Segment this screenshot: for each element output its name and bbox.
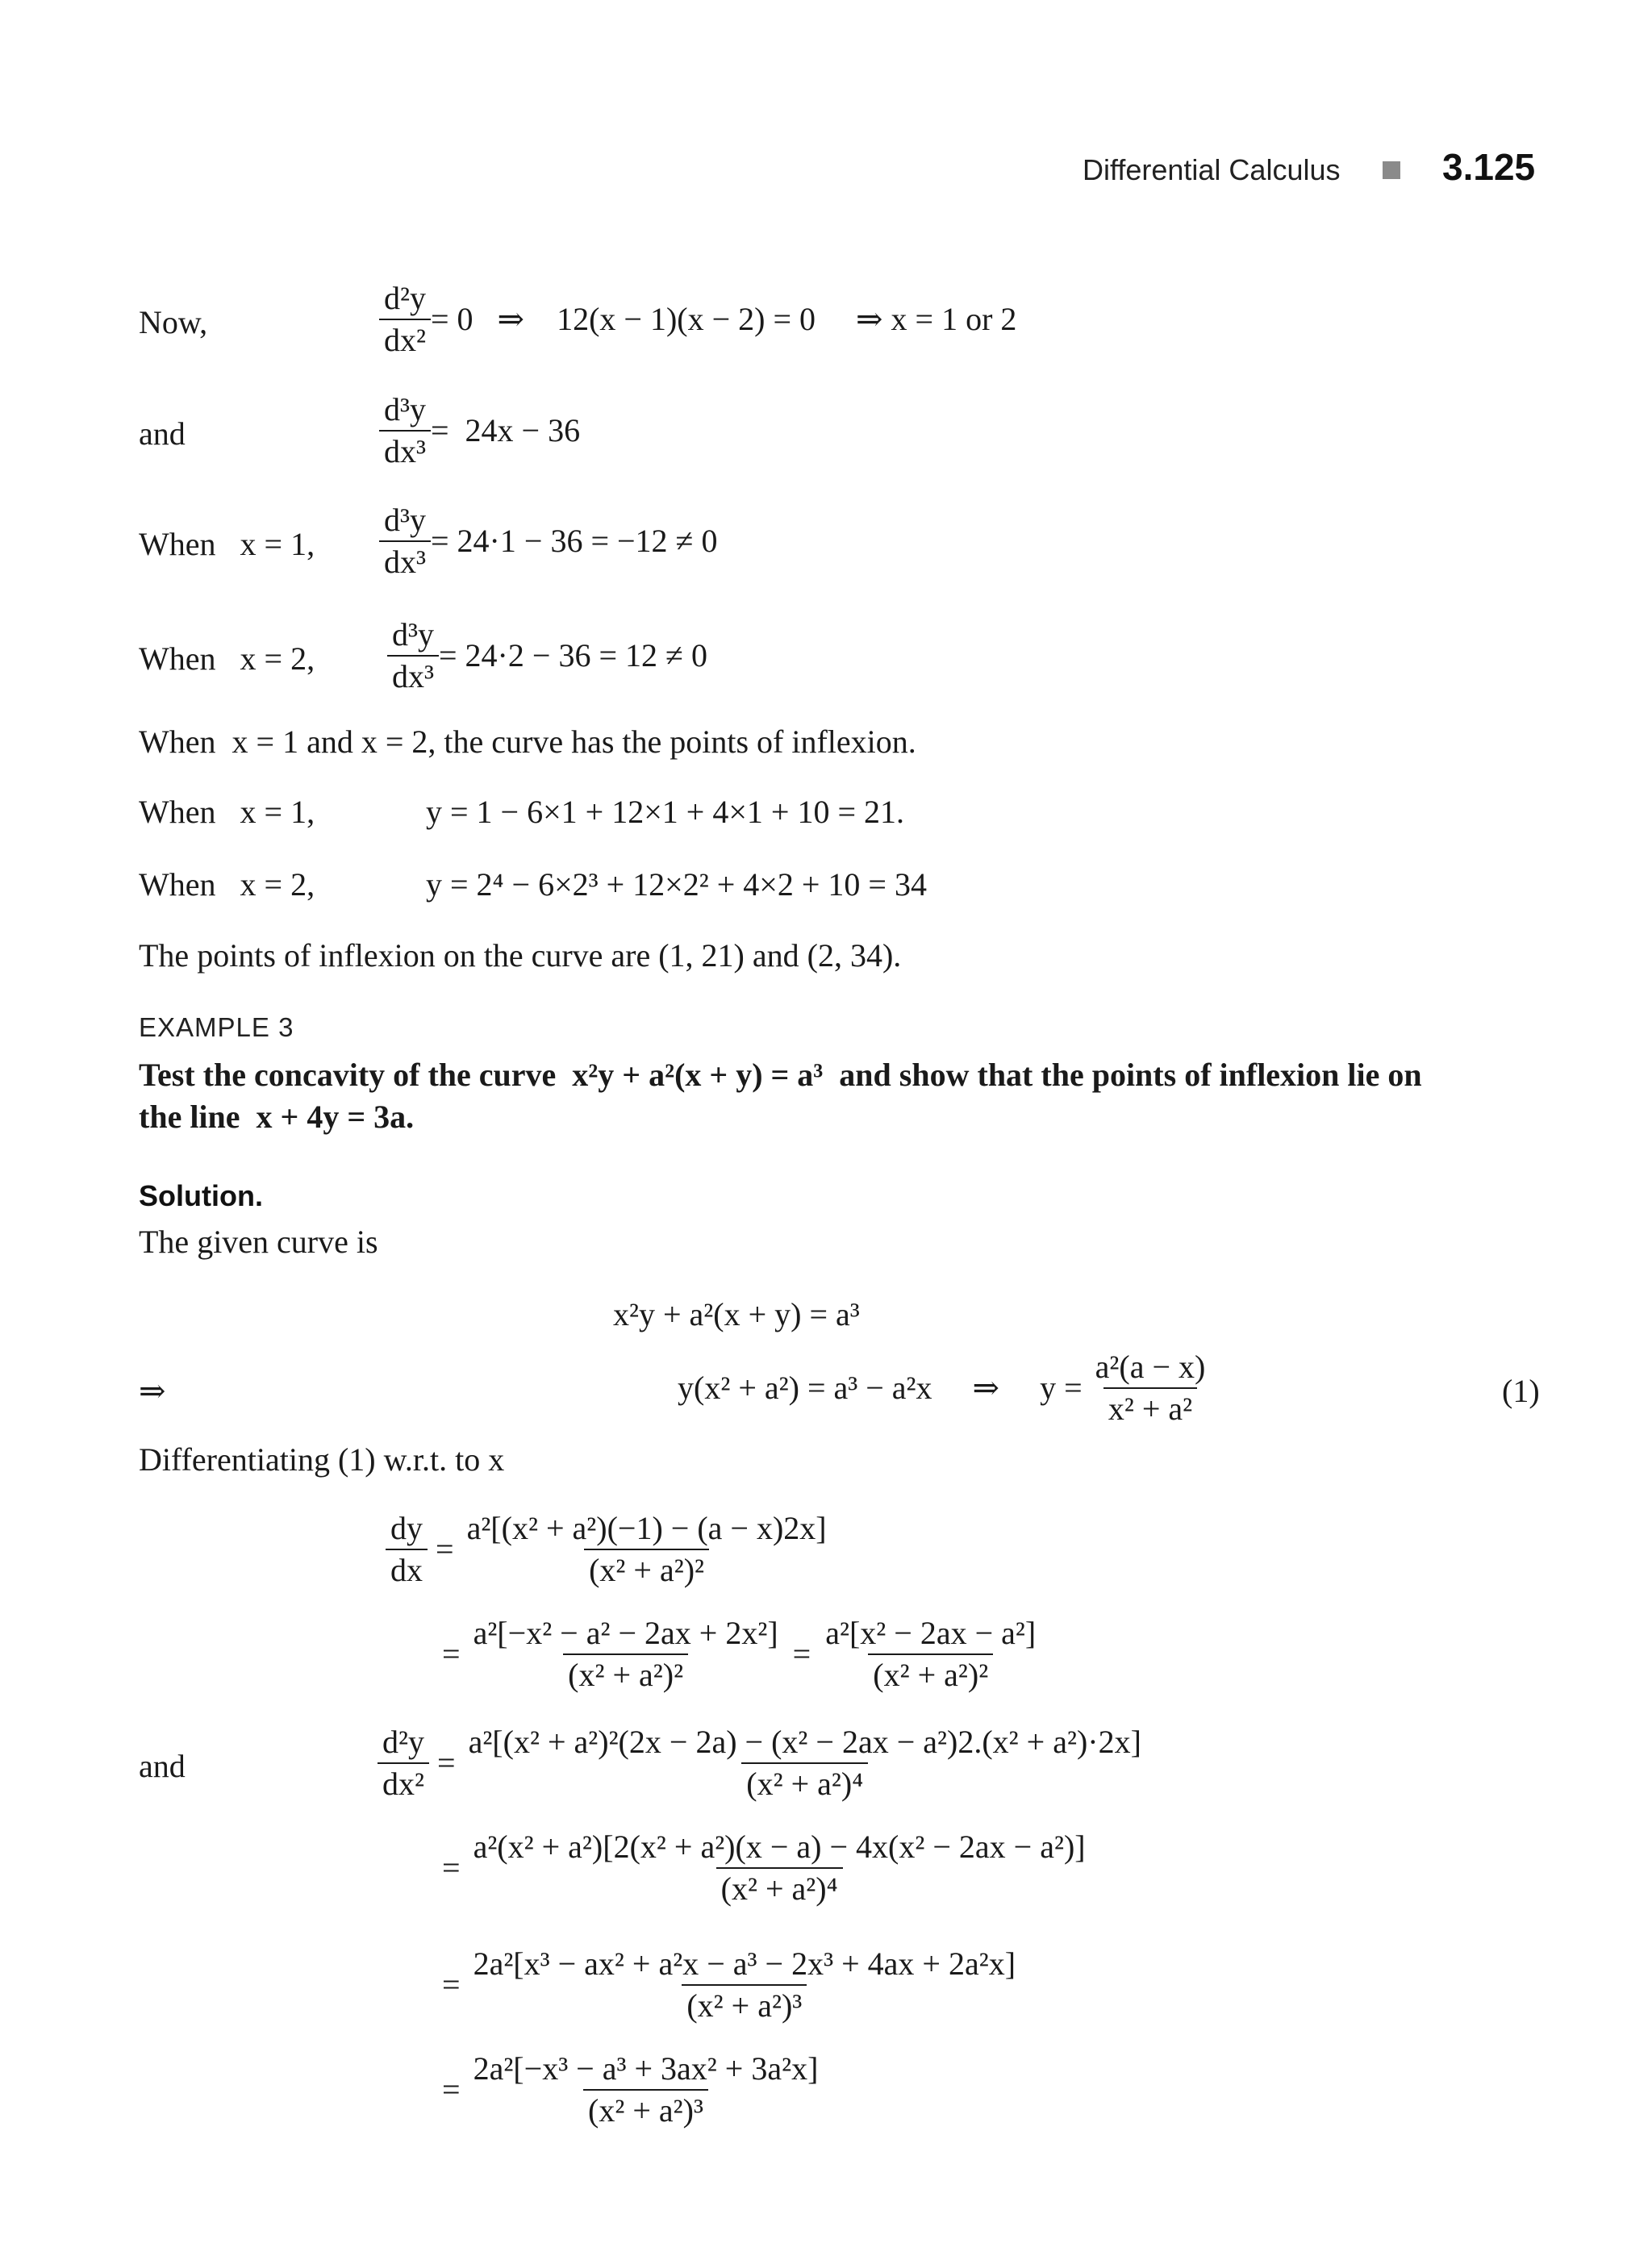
third-derivative-fraction (379, 500, 431, 582)
equation-rest: = 24·2 − 36 = 12 ≠ 0 (439, 637, 707, 673)
solution-label: Solution. (139, 1179, 263, 1212)
derivative-fraction-d (469, 1827, 1091, 1909)
when-x2-equation (387, 615, 707, 697)
third-derivative-equation (379, 390, 580, 472)
now-label: Now, (139, 304, 208, 340)
derivative-fraction-f (469, 2049, 824, 2131)
equals-sign: = (442, 1636, 461, 1672)
equals-sign: = (442, 1849, 461, 1886)
inflexion-points-statement: The points of inflexion on the curve are (1, 21) and (2, 34). (139, 937, 902, 974)
when-x2-label: When x = 2, (139, 640, 315, 677)
now-equation (379, 278, 1016, 361)
fraction-numerator: a²[x² − 2ax − a²] (825, 1615, 1037, 1651)
y-at-x2-expression: y = 2⁴ − 6×2³ + 12×2² + 4×2 + 10 = 34 (426, 866, 927, 903)
curve-equation: x²y + a²(x + y) = a³ (613, 1296, 860, 1332)
and-label-2: and (139, 1748, 186, 1784)
first-derivative-simplified (442, 1613, 1041, 1695)
fraction-numerator: d²y (384, 280, 426, 316)
derivative-fraction-e (469, 1944, 1020, 2026)
equation-rest: = 24·1 − 36 = −12 ≠ 0 (431, 523, 718, 559)
y-at-x1-label: When x = 1, (139, 794, 315, 830)
fraction-numerator: d³y (384, 391, 426, 427)
equals-sign: = (442, 2071, 461, 2108)
equals-sign: = (792, 1636, 811, 1672)
fraction-denominator: (x² + a²)² (868, 1653, 993, 1695)
differentiating-text: Differentiating (1) w.r.t. to x (139, 1441, 505, 1478)
fraction-numerator: a²[(x² + a²)(−1) − (a − x)2x] (466, 1510, 827, 1546)
second-derivative-fraction (379, 278, 431, 361)
derivative-fraction-b2 (820, 1613, 1041, 1695)
y-at-x2-label: When x = 2, (139, 866, 315, 903)
fraction-numerator: 2a²[x³ − ax² + a²x − a³ − 2x³ + 4ax + 2a²x] (473, 1945, 1016, 1982)
fraction-numerator: d³y (384, 502, 426, 538)
fraction-denominator: (x² + a²)⁴ (741, 1762, 868, 1804)
fraction-numerator: a²[−x² − a² − 2ax + 2x²] (473, 1615, 778, 1651)
equation-1-left: y(x² + a²) = a³ − a²x ⇒ y = (678, 1370, 1083, 1406)
y-at-x1-expression: y = 1 − 6×1 + 12×1 + 4×1 + 10 = 21. (426, 794, 905, 830)
second-derivative-step-f (442, 2049, 823, 2131)
dy-dx-fraction (386, 1508, 428, 1591)
second-derivative-equation (378, 1722, 1146, 1804)
equals-sign: = (437, 1745, 456, 1781)
d2y-dx2-fraction (378, 1722, 429, 1804)
fraction-denominator: dx² (378, 1762, 429, 1804)
fraction-numerator: a²[(x² + a²)²(2x − 2a) − (x² − 2ax − a²)2.(x² + a²)·2x] (468, 1724, 1141, 1760)
fraction-denominator: (x² + a²)³ (682, 1984, 807, 2026)
fraction-numerator: a²(x² + a²)[2(x² + a²)(x − a) − 4x(x² − 2ax − a²)] (473, 1829, 1086, 1865)
when-x1-equation (379, 500, 718, 582)
given-curve-text: The given curve is (139, 1224, 378, 1260)
page-number: 3.125 (1442, 146, 1536, 188)
fraction-denominator: (x² + a²)² (563, 1653, 688, 1695)
fraction-numerator: d³y (392, 616, 434, 653)
fraction-denominator: dx² (379, 319, 431, 361)
third-derivative-fraction (379, 390, 431, 472)
inflexion-statement: When x = 1 and x = 2, the curve has the points of inflexion. (139, 724, 916, 760)
fraction-numerator: a²(a − x) (1095, 1349, 1206, 1385)
derivative-fraction-a (462, 1508, 832, 1591)
example-statement-line2: the line x + 4y = 3a. (139, 1099, 415, 1135)
equation-1 (678, 1347, 1210, 1429)
when-x1-label: When x = 1, (139, 526, 315, 562)
fraction-numerator: d²y (382, 1724, 424, 1760)
and-label: and (139, 415, 186, 452)
example-label: EXAMPLE 3 (139, 1012, 294, 1042)
fraction-denominator: (x² + a²)² (584, 1549, 709, 1591)
fraction-denominator: dx³ (379, 430, 431, 472)
fraction-numerator: 2a²[−x³ − a³ + 3ax² + 3a²x] (473, 2050, 819, 2087)
first-derivative-equation (386, 1508, 832, 1591)
equation-1-fraction (1091, 1347, 1211, 1429)
header-square-icon (1383, 161, 1400, 179)
derivative-fraction-b1 (469, 1613, 783, 1695)
equation-rest: = 24x − 36 (431, 412, 581, 448)
third-derivative-fraction (387, 615, 439, 697)
fraction-denominator: dx (386, 1549, 428, 1591)
derivative-fraction-c (464, 1722, 1146, 1804)
equation-rest: = 0 ⇒ 12(x − 1)(x − 2) = 0 ⇒ x = 1 or 2 (431, 301, 1017, 337)
fraction-numerator: dy (390, 1510, 423, 1546)
equals-sign: = (442, 1966, 461, 2003)
fraction-denominator: (x² + a²)⁴ (716, 1867, 843, 1909)
fraction-denominator: (x² + a²)³ (583, 2089, 708, 2131)
second-derivative-step-e (442, 1944, 1020, 2026)
second-derivative-step-d (442, 1827, 1091, 1909)
fraction-denominator: dx³ (387, 655, 439, 697)
example-statement-line1: Test the concavity of the curve x²y + a²(x + y) = a³ and show that the points of inflexion lie on (139, 1057, 1422, 1093)
equation-1-tag: (1) (1502, 1373, 1540, 1409)
equals-sign: = (436, 1531, 454, 1567)
fraction-denominator: x² + a² (1103, 1387, 1197, 1429)
implies-arrow: ⇒ (139, 1373, 166, 1409)
fraction-denominator: dx³ (379, 540, 431, 582)
running-header-title: Differential Calculus (1083, 153, 1341, 186)
